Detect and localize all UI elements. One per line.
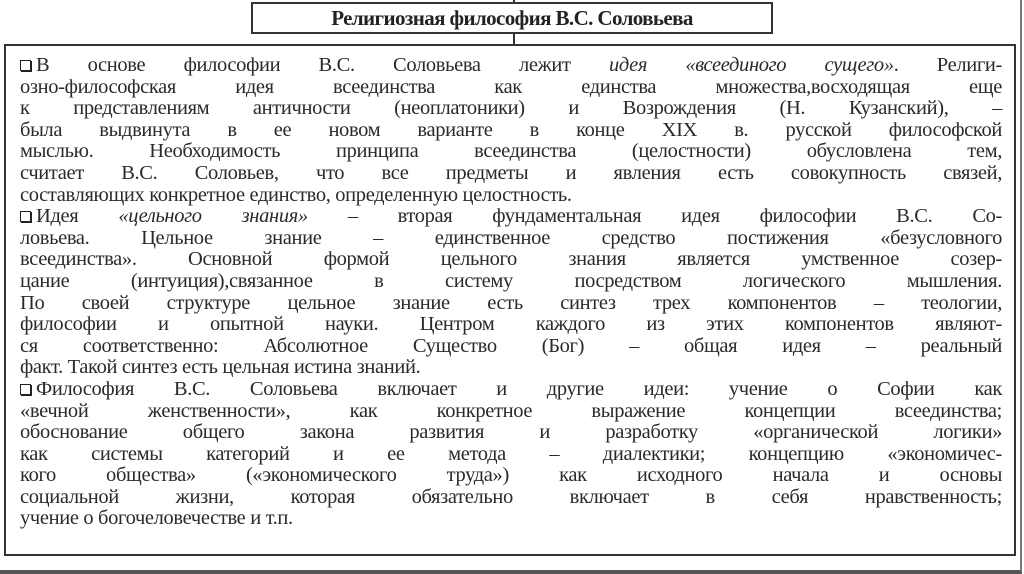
text-line [20,185,1002,207]
text-line [20,271,1002,293]
text-line [20,422,1002,444]
line-text: учение о богочеловечестве и т.п. [20,507,293,530]
text-line [20,401,1002,423]
text-line [20,55,1002,77]
text-line [20,314,1002,336]
line-text: философии и опытной науки. Центром каждого из этих компонентов являют- [20,313,1002,336]
line-text: ся соответственно: Абсолютное Существо (Бог) – общая идея – реальный [20,334,1002,357]
line-text: . Религи- [893,54,1002,76]
line-text: «вечной женственности», как конкретное выражение концепции всеединства; [20,399,1002,422]
text-line [20,379,1002,401]
line-text: считает В.С. Соловьев, что все предметы и явления есть совокупность связей, [20,161,1002,184]
line-text: факт. Такой синтез есть цельная истина знаний. [20,356,421,379]
text-line [20,357,1002,379]
line-text: всеединства». Основной формой цельного знания является умственное созер- [20,248,1002,271]
text-line [20,336,1002,358]
line-text: к представлениям античности (неоплатоники) и Возрождения (Н. Кузанский), – [20,97,1002,120]
line-text: ловьева. Цельное знание – единственное средство постижения «безусловного [20,226,1002,249]
line-text: как системы категорий и ее метода – диалектики; концепцию «экономичес- [20,442,1002,465]
title-box [251,2,773,34]
text-line [20,249,1002,271]
content-box [4,44,1016,556]
checkbox-square-icon [20,211,31,222]
text-line [20,508,1002,530]
text-line [20,228,1002,250]
text-line [20,206,1002,228]
line-text: цание (интуиция),связанное в систему посредством логического мышления. [20,269,1002,292]
line-text: мыслью. Необходимость принципа всеединства (целостности) обусловлена тем, [20,140,1002,163]
line-text: обоснование общего закона развития и разработку «органической логики» [20,421,1002,444]
page-title: Религиозная философия В.С. Соловьева [331,5,693,30]
text-line [20,465,1002,487]
text-line [20,120,1002,142]
text-line [20,293,1002,315]
text-line [20,77,1002,99]
text-line [20,444,1002,466]
text-line [20,487,1002,509]
checkbox-square-icon [20,384,31,395]
line-text: По своей структуре цельное знание есть синтез трех компонентов – теологии, [20,291,1002,314]
emphasis-text: «цельного знания» [118,205,308,228]
line-text: – вторая фундаментальная идея философии В.С. Со- [307,205,1003,228]
checkbox-square-icon [20,60,31,71]
line-text: Идея [36,205,119,228]
emphasis-text: идея «всеединого сущего» [608,54,894,76]
line-text: Философия В.С. Соловьева включает и другие идеи: учение о Софии как [36,377,1002,400]
line-text: В основе философии В.С. Соловьева лежит [36,54,609,76]
line-text: была выдвинута в ее новом варианте в конце XIX в. русской философской [20,118,1002,141]
line-text: составляющих конкретное единство, определенную целостность. [20,183,572,206]
text-line [20,163,1002,185]
line-text: социальной жизни, которая обязательно включает в себя нравственность; [20,485,1002,508]
text-line [20,141,1002,163]
line-text: озно-философская идея всеединства как единства множества,восходящая еще [20,75,1002,98]
line-text: кого общества» («экономического труда») как исходного начала и основы [20,464,1002,487]
text-line [20,98,1002,120]
